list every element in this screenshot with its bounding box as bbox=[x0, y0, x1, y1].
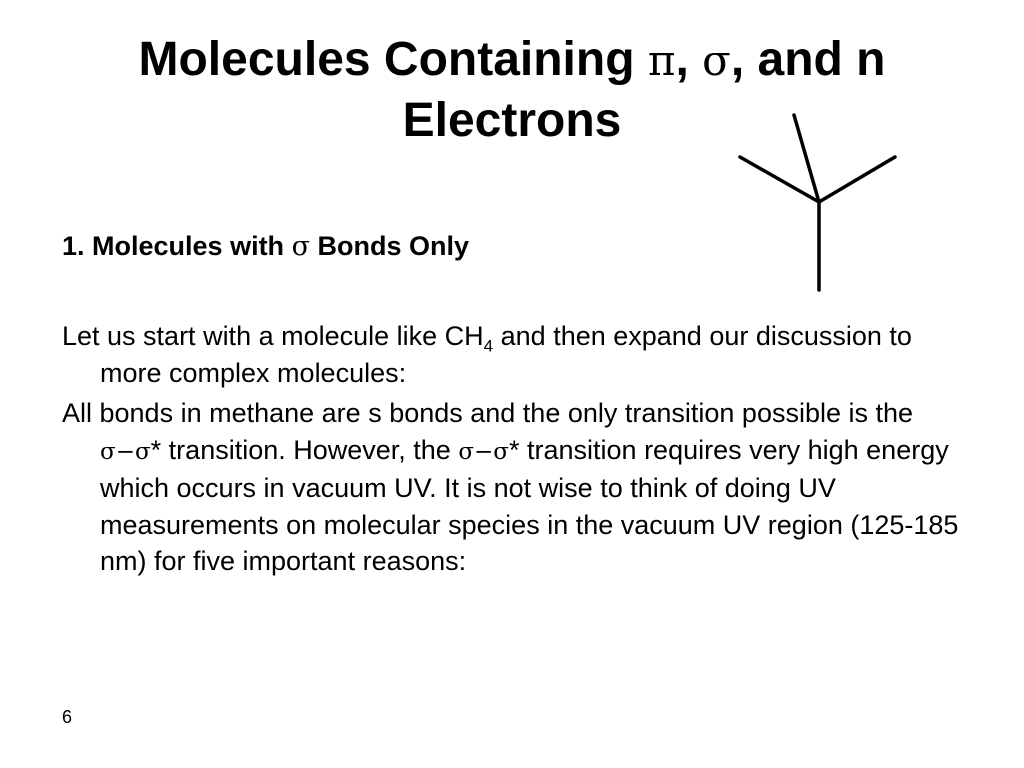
title-separator: , bbox=[675, 33, 703, 86]
methane-stick-diagram bbox=[730, 110, 910, 300]
text-segment: Let us start with a molecule like CH bbox=[62, 321, 484, 351]
text-segment: * transition requires very high energy which occurs in vacuum UV. It is not wise to think of doing UV measurements on molecular species in the vacuum UV region (125-185 nm) for five important reasons: bbox=[100, 434, 959, 576]
bond-right bbox=[819, 157, 895, 202]
text-segment: All bonds in methane are s bonds and the only transition possible is the bbox=[62, 398, 914, 428]
body-text bbox=[62, 318, 962, 584]
sigma-sigma-transition: σ−σ bbox=[458, 438, 509, 465]
title-suffix: , and n Electrons bbox=[402, 33, 886, 147]
sigma-symbol: σ bbox=[702, 36, 731, 85]
section-heading bbox=[62, 228, 469, 265]
heading-suffix: Bonds Only bbox=[310, 231, 470, 261]
heading-prefix: 1. Molecules with bbox=[62, 231, 292, 261]
paragraph-ch4 bbox=[62, 318, 962, 391]
sigma-sigma-transition: σ−σ bbox=[100, 438, 151, 465]
text-segment: and then expand our discussion to more complex molecules: bbox=[100, 321, 912, 388]
title-prefix: Molecules Containing bbox=[138, 33, 648, 86]
sigma-symbol: σ bbox=[291, 231, 310, 262]
text-segment: * transition. However, the bbox=[150, 434, 459, 465]
subscript-4: 4 bbox=[483, 336, 494, 356]
pi-symbol: π bbox=[647, 36, 676, 85]
page-number: 6 bbox=[62, 707, 73, 727]
paragraph-methane bbox=[62, 395, 962, 580]
